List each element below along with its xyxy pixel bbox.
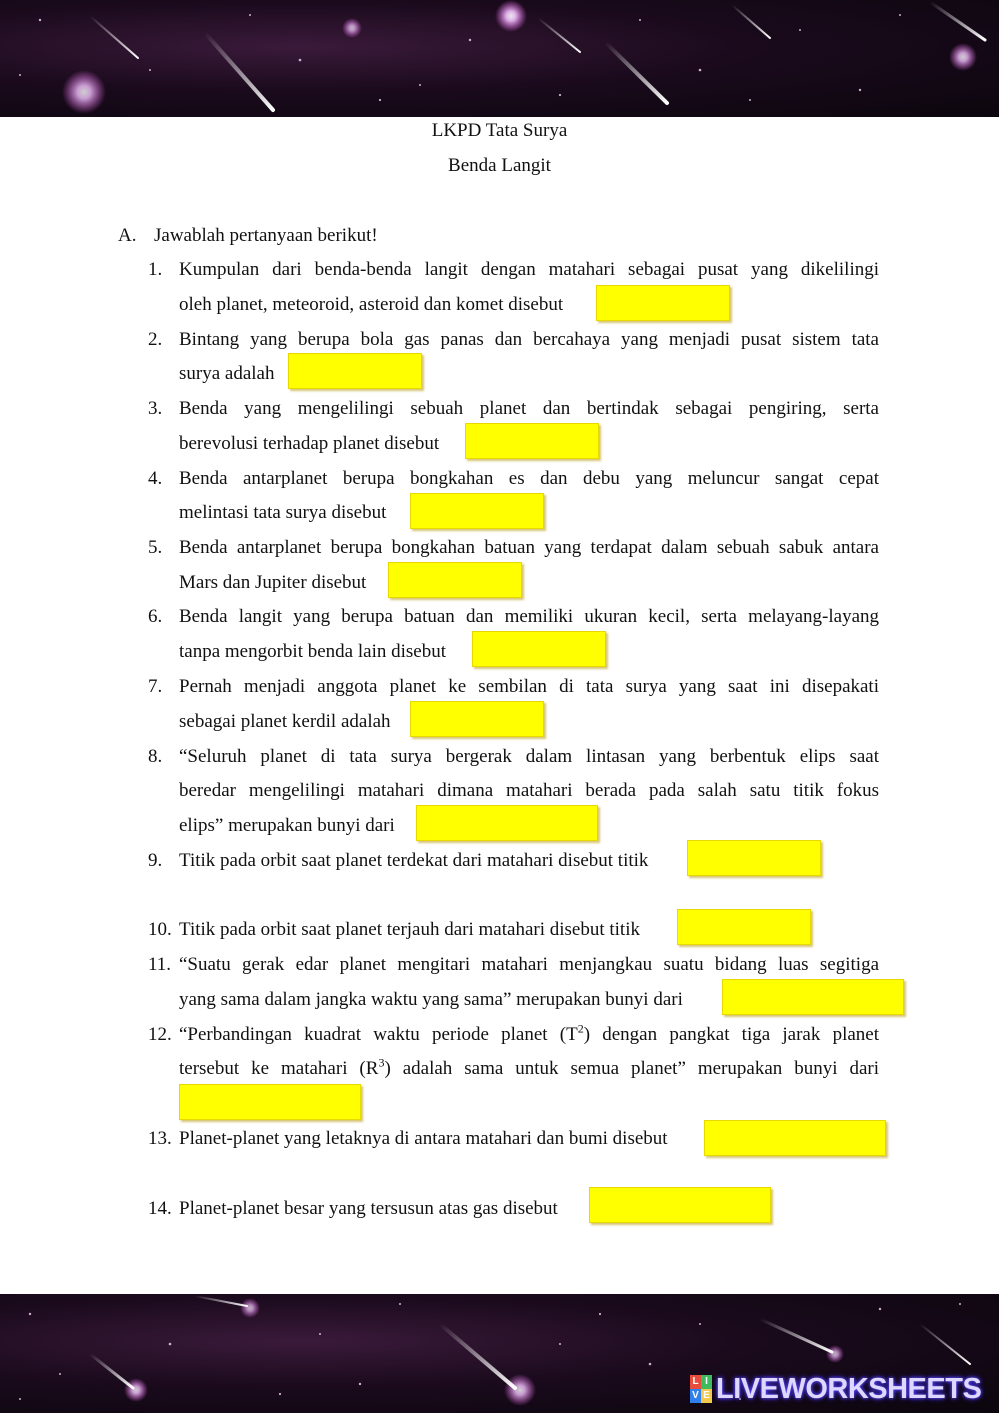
- question-text: Bintang yang berupa bola gas panas dan bercahaya yang menjadi pusat sistem tata: [179, 329, 879, 350]
- question-number: 12.: [148, 1024, 172, 1045]
- answer-box-8[interactable]: [416, 805, 598, 841]
- question-text: Benda antarplanet berupa bongkahan es dan debu yang meluncur sangat cepat: [179, 468, 879, 489]
- answer-input-12[interactable]: [180, 1085, 360, 1119]
- question-text: Planet-planet yang letaknya di antara matahari dan bumi disebut: [179, 1128, 668, 1149]
- question-text: surya adalah: [179, 363, 275, 384]
- answer-input-13[interactable]: [705, 1121, 885, 1155]
- question-text: sebagai planet kerdil adalah: [179, 711, 391, 732]
- section-instruction: Jawablah pertanyaan berikut!: [154, 225, 378, 246]
- liveworksheets-logo-icon: [690, 1375, 712, 1403]
- answer-box-6[interactable]: [472, 631, 606, 667]
- logo-tile: L: [690, 1375, 701, 1389]
- logo-tile: V: [690, 1389, 701, 1403]
- question-number: 14.: [148, 1198, 172, 1219]
- answer-box-12[interactable]: [179, 1084, 361, 1120]
- answer-input-2[interactable]: [289, 354, 421, 388]
- section-heading: [118, 224, 378, 248]
- question-number: 8.: [148, 746, 163, 767]
- question-text: Benda langit yang berupa batuan dan memiliki ukuran kecil, serta melayang-layang: [179, 606, 879, 627]
- question-text-part: ) dengan pangkat tiga jarak planet: [583, 1024, 879, 1045]
- question-text: beredar mengelilingi matahari dimana matahari berada pada salah satu titik fokus: [179, 780, 879, 801]
- question-text: Benda yang mengelilingi sebuah planet dan bertindak sebagai pengiring, serta: [179, 398, 879, 419]
- question-text: tanpa mengorbit benda lain disebut: [179, 641, 446, 662]
- question-text: [179, 1057, 879, 1081]
- question-number: 5.: [148, 537, 163, 558]
- section-letter: A.: [118, 225, 137, 246]
- question-text: Kumpulan dari benda-benda langit dengan matahari sebagai pusat yang dikelilingi: [179, 259, 879, 280]
- question-number: 11.: [148, 954, 172, 975]
- answer-box-11[interactable]: [722, 979, 904, 1015]
- question-text: “Seluruh planet di tata surya bergerak dalam lintasan yang berbentuk elips saat: [179, 746, 879, 767]
- starfield-decoration: [0, 0, 999, 117]
- question-text-part: tersebut ke matahari (R: [179, 1058, 379, 1079]
- liveworksheets-branding: [690, 1372, 981, 1406]
- answer-input-9[interactable]: [688, 841, 820, 875]
- answer-box-2[interactable]: [288, 353, 422, 389]
- answer-input-4[interactable]: [411, 494, 543, 528]
- answer-input-14[interactable]: [590, 1188, 770, 1222]
- question-text: Titik pada orbit saat planet terdekat dari matahari disebut titik: [179, 850, 649, 871]
- question-text: Titik pada orbit saat planet terjauh dari matahari disebut titik: [179, 919, 640, 940]
- superscript: 2: [577, 1021, 584, 1036]
- question-number: 7.: [148, 676, 163, 697]
- question-text: oleh planet, meteoroid, asteroid dan komet disebut: [179, 294, 564, 315]
- answer-input-3[interactable]: [466, 424, 598, 458]
- answer-box-4[interactable]: [410, 493, 544, 529]
- answer-box-9[interactable]: [687, 840, 821, 876]
- question-text: Pernah menjadi anggota planet ke sembilan di tata surya yang saat ini disepakati: [179, 676, 879, 697]
- question-text-part: ) adalah sama untuk semua planet” merupakan bunyi dari: [384, 1058, 879, 1079]
- answer-box-5[interactable]: [388, 562, 522, 598]
- answer-input-1[interactable]: [597, 286, 729, 320]
- answer-input-10[interactable]: [678, 910, 810, 944]
- question-text: berevolusi terhadap planet disebut: [179, 433, 440, 454]
- question-number: 1.: [148, 259, 163, 280]
- question-text-part: “Perbandingan kuadrat waktu periode planet (T: [179, 1024, 578, 1045]
- answer-input-7[interactable]: [411, 702, 543, 736]
- question-text: [179, 1023, 879, 1047]
- logo-tile: I: [701, 1375, 712, 1389]
- page-title: LKPD Tata Surya: [431, 120, 568, 141]
- page-subtitle: Benda Langit: [448, 155, 551, 176]
- question-text: yang sama dalam jangka waktu yang sama” merupakan bunyi dari: [179, 989, 683, 1010]
- answer-input-8[interactable]: [417, 806, 597, 840]
- question-text: elips” merupakan bunyi dari: [179, 815, 395, 836]
- question-number: 13.: [148, 1128, 172, 1149]
- question-number: 4.: [148, 468, 163, 489]
- question-text: Planet-planet besar yang tersusun atas gas disebut: [179, 1198, 558, 1219]
- question-text: Mars dan Jupiter disebut: [179, 572, 367, 593]
- answer-input-11[interactable]: [723, 980, 903, 1014]
- question-number: 10.: [148, 919, 172, 940]
- brand-text: LIVEWORKSHEETS: [716, 1372, 982, 1405]
- header-starfield-banner: [0, 0, 999, 117]
- answer-box-1[interactable]: [596, 285, 730, 321]
- answer-input-6[interactable]: [473, 632, 605, 666]
- question-number: 9.: [148, 850, 163, 871]
- question-number: 3.: [148, 398, 163, 419]
- question-number: 2.: [148, 329, 163, 350]
- answer-box-14[interactable]: [589, 1187, 771, 1223]
- answer-box-10[interactable]: [677, 909, 811, 945]
- answer-box-3[interactable]: [465, 423, 599, 459]
- logo-tile: E: [701, 1389, 712, 1403]
- question-text: “Suatu gerak edar planet mengitari matahari menjangkau suatu bidang luas segitiga: [179, 954, 879, 975]
- question-text: Benda antarplanet berupa bongkahan batuan yang terdapat dalam sebuah sabuk antara: [179, 537, 879, 558]
- question-text: melintasi tata surya disebut: [179, 502, 387, 523]
- answer-input-5[interactable]: [389, 563, 521, 597]
- answer-box-7[interactable]: [410, 701, 544, 737]
- question-number: 6.: [148, 606, 163, 627]
- answer-box-13[interactable]: [704, 1120, 886, 1156]
- superscript: 3: [378, 1055, 385, 1070]
